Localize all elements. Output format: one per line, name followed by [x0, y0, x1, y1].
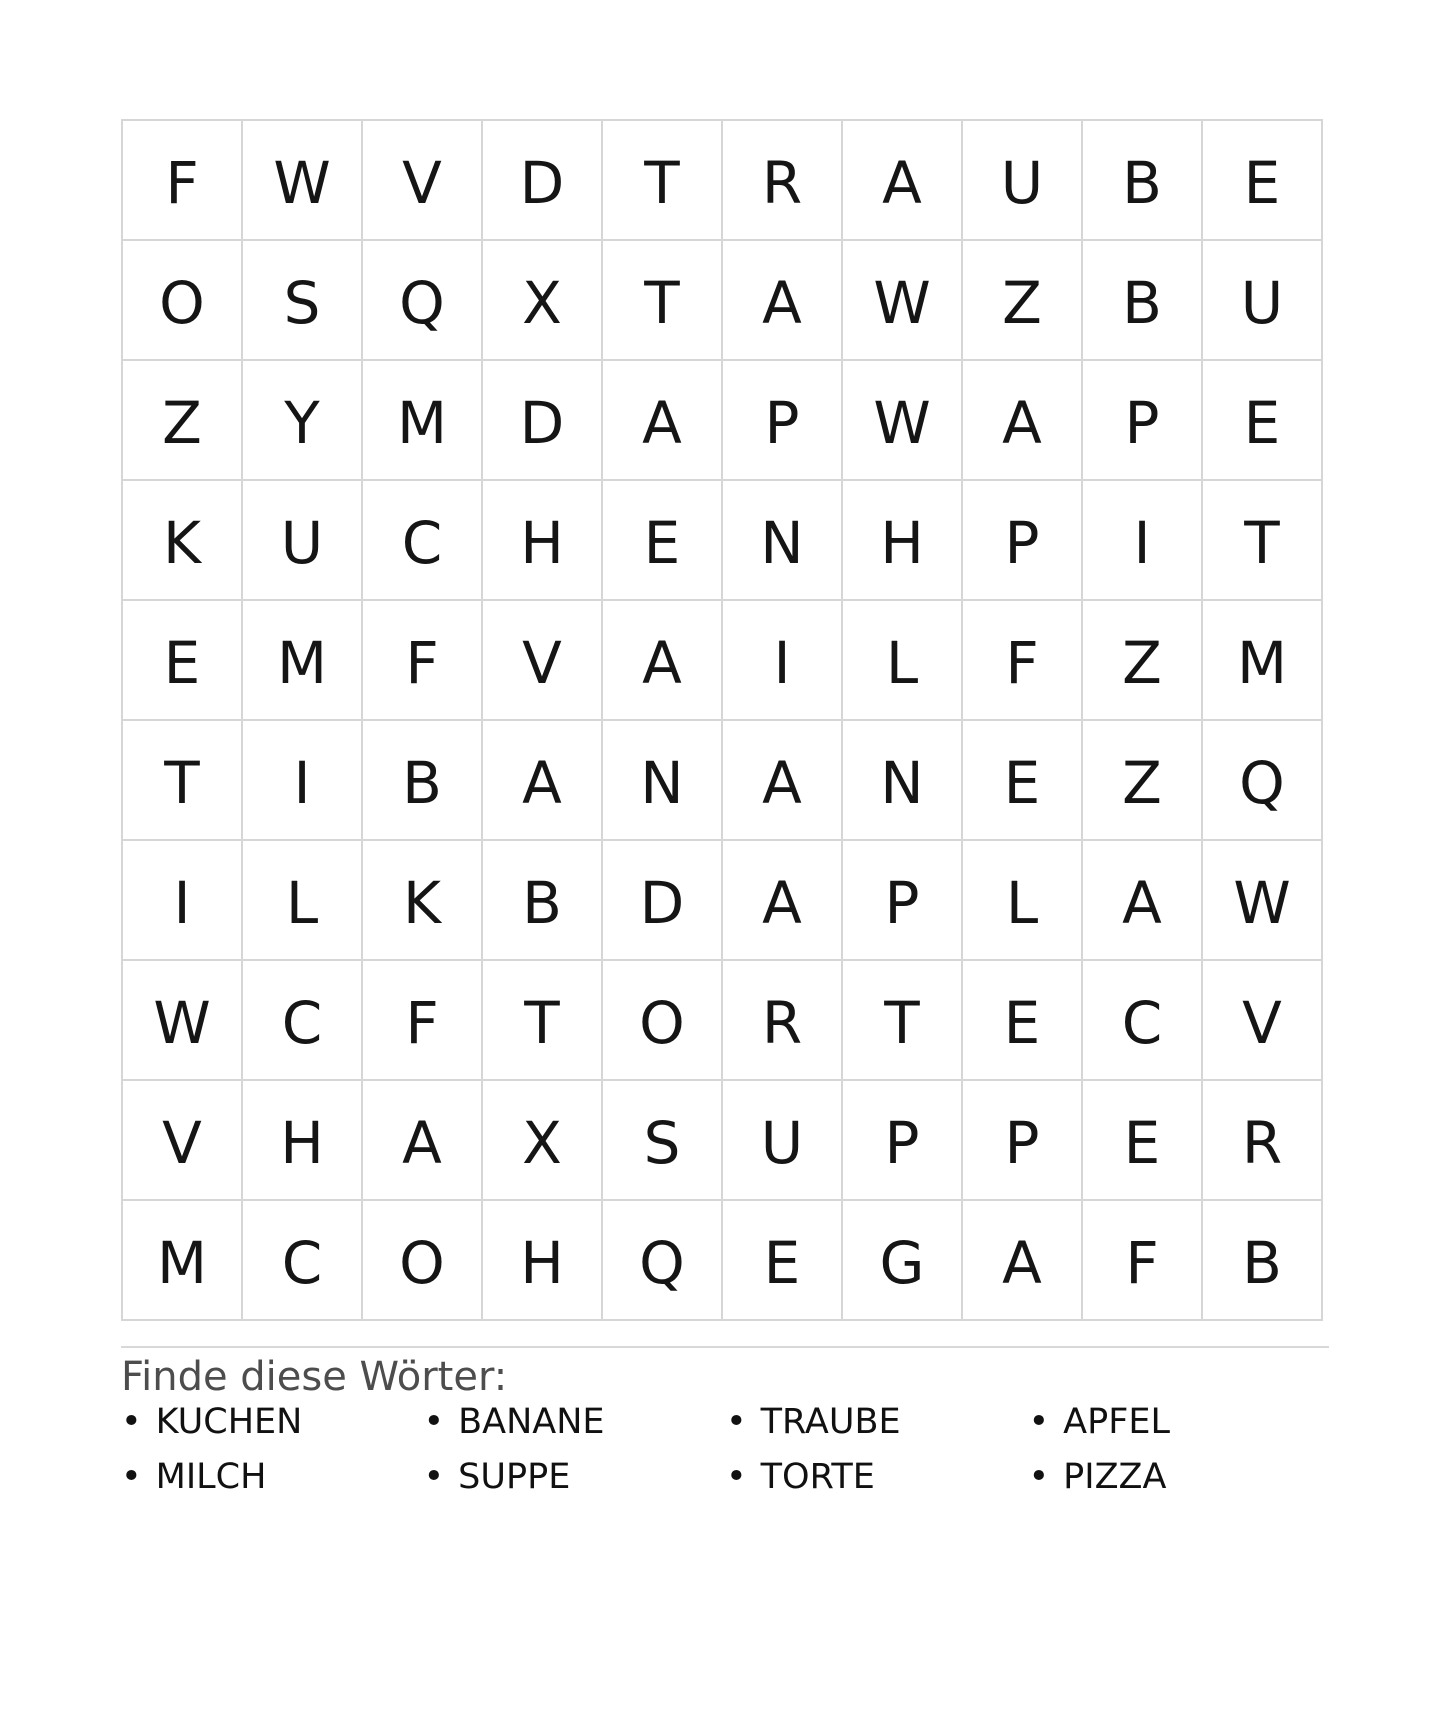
word-list-heading: Finde diese Wörter: [121, 1354, 508, 1400]
grid-cell-r7c9[interactable]: A [1083, 841, 1201, 959]
grid-cell-r5c3[interactable]: F [363, 601, 481, 719]
grid-cell-r7c5[interactable]: D [603, 841, 721, 959]
grid-cell-r5c1[interactable]: E [123, 601, 241, 719]
grid-cell-r8c4[interactable]: T [483, 961, 601, 1079]
grid-cell-r2c7[interactable]: W [843, 241, 961, 359]
grid-cell-r6c4[interactable]: A [483, 721, 601, 839]
grid-cell-r3c2[interactable]: Y [243, 361, 361, 479]
word-item [726, 1455, 1029, 1499]
grid-cell-r7c6[interactable]: A [723, 841, 841, 959]
grid-cell-r1c3[interactable]: V [363, 121, 481, 239]
grid-cell-r9c3[interactable]: A [363, 1081, 481, 1199]
grid-cell-r4c8[interactable]: P [963, 481, 1081, 599]
grid-cell-r9c7[interactable]: P [843, 1081, 961, 1199]
grid-cell-r1c2[interactable]: W [243, 121, 361, 239]
word-label: KUCHEN [155, 1402, 303, 1442]
grid-cell-r10c5[interactable]: Q [603, 1201, 721, 1319]
grid-cell-r3c6[interactable]: P [723, 361, 841, 479]
grid-cell-r9c2[interactable]: H [243, 1081, 361, 1199]
grid-cell-r9c10[interactable]: R [1203, 1081, 1321, 1199]
grid-cell-r5c10[interactable]: M [1203, 601, 1321, 719]
grid-cell-r2c2[interactable]: S [243, 241, 361, 359]
grid-cell-r5c7[interactable]: L [843, 601, 961, 719]
bullet-icon: • [726, 1402, 747, 1442]
divider-line [121, 1346, 1329, 1348]
grid-cell-r6c7[interactable]: N [843, 721, 961, 839]
grid-cell-r8c8[interactable]: E [963, 961, 1081, 1079]
grid-cell-r4c1[interactable]: K [123, 481, 241, 599]
word-list [121, 1400, 1331, 1499]
grid-cell-r2c5[interactable]: T [603, 241, 721, 359]
word-item [121, 1455, 424, 1499]
grid-cell-r6c2[interactable]: I [243, 721, 361, 839]
word-label: TORTE [760, 1457, 875, 1497]
word-item [726, 1400, 1029, 1444]
grid-cell-r2c9[interactable]: B [1083, 241, 1201, 359]
bullet-icon: • [423, 1457, 445, 1497]
bullet-icon: • [1028, 1457, 1050, 1497]
grid-cell-r6c9[interactable]: Z [1083, 721, 1201, 839]
bullet-icon: • [423, 1402, 445, 1442]
word-label: PIZZA [1063, 1457, 1167, 1497]
grid-cell-r4c2[interactable]: U [243, 481, 361, 599]
grid-cell-r1c9[interactable]: B [1083, 121, 1201, 239]
bullet-icon: • [726, 1457, 747, 1497]
word-label: SUPPE [458, 1457, 571, 1497]
grid-cell-r6c8[interactable]: E [963, 721, 1081, 839]
bullet-icon: • [1028, 1402, 1050, 1442]
grid-cell-r1c7[interactable]: A [843, 121, 961, 239]
grid-cell-r4c4[interactable]: H [483, 481, 601, 599]
grid-cell-r3c4[interactable]: D [483, 361, 601, 479]
grid-cell-r6c5[interactable]: N [603, 721, 721, 839]
grid-cell-r6c10[interactable]: Q [1203, 721, 1321, 839]
grid-cell-r1c10[interactable]: E [1203, 121, 1321, 239]
grid-cell-r9c1[interactable]: V [123, 1081, 241, 1199]
grid-cell-r3c10[interactable]: E [1203, 361, 1321, 479]
grid-cell-r2c6[interactable]: A [723, 241, 841, 359]
grid-cell-r1c4[interactable]: D [483, 121, 601, 239]
word-search-grid [121, 119, 1323, 1321]
grid-cell-r9c9[interactable]: E [1083, 1081, 1201, 1199]
word-label: TRAUBE [760, 1402, 901, 1442]
grid-cell-r8c9[interactable]: C [1083, 961, 1201, 1079]
grid-cell-r6c1[interactable]: T [123, 721, 241, 839]
grid-cell-r8c3[interactable]: F [363, 961, 481, 1079]
grid-cell-r3c8[interactable]: A [963, 361, 1081, 479]
grid-cell-r7c8[interactable]: L [963, 841, 1081, 959]
word-item [424, 1455, 727, 1499]
grid-cell-r5c2[interactable]: M [243, 601, 361, 719]
grid-cell-r1c1[interactable]: F [123, 121, 241, 239]
grid-cell-r10c8[interactable]: A [963, 1201, 1081, 1319]
grid-cell-r8c10[interactable]: V [1203, 961, 1321, 1079]
grid-cell-r8c2[interactable]: C [243, 961, 361, 1079]
grid-cell-r9c5[interactable]: S [603, 1081, 721, 1199]
word-label: APFEL [1063, 1402, 1170, 1442]
grid-cell-r1c6[interactable]: R [723, 121, 841, 239]
grid-cell-r2c4[interactable]: X [483, 241, 601, 359]
grid-cell-r4c10[interactable]: T [1203, 481, 1321, 599]
grid-cell-r4c7[interactable]: H [843, 481, 961, 599]
grid-cell-r9c4[interactable]: X [483, 1081, 601, 1199]
grid-cell-r3c3[interactable]: M [363, 361, 481, 479]
grid-cell-r7c1[interactable]: I [123, 841, 241, 959]
grid-cell-r2c3[interactable]: Q [363, 241, 481, 359]
grid-cell-r9c6[interactable]: U [723, 1081, 841, 1199]
word-item [424, 1400, 727, 1444]
grid-cell-r9c8[interactable]: P [963, 1081, 1081, 1199]
grid-cell-r6c3[interactable]: B [363, 721, 481, 839]
grid-cell-r3c1[interactable]: Z [123, 361, 241, 479]
grid-cell-r4c6[interactable]: N [723, 481, 841, 599]
bullet-icon: • [121, 1457, 142, 1497]
word-label: BANANE [458, 1402, 605, 1442]
grid-cell-r3c9[interactable]: P [1083, 361, 1201, 479]
grid-cell-r10c10[interactable]: B [1203, 1201, 1321, 1319]
grid-cell-r8c7[interactable]: T [843, 961, 961, 1079]
grid-cell-r1c5[interactable]: T [603, 121, 721, 239]
grid-cell-r4c3[interactable]: C [363, 481, 481, 599]
grid-cell-r5c8[interactable]: F [963, 601, 1081, 719]
grid-cell-r10c7[interactable]: G [843, 1201, 961, 1319]
grid-cell-r10c2[interactable]: C [243, 1201, 361, 1319]
grid-cell-r7c10[interactable]: W [1203, 841, 1321, 959]
grid-cell-r7c3[interactable]: K [363, 841, 481, 959]
grid-cell-r10c6[interactable]: E [723, 1201, 841, 1319]
grid-cell-r1c8[interactable]: U [963, 121, 1081, 239]
grid-cell-r2c10[interactable]: U [1203, 241, 1321, 359]
grid-cell-r5c4[interactable]: V [483, 601, 601, 719]
word-label: MILCH [155, 1457, 267, 1497]
grid-cell-r3c5[interactable]: A [603, 361, 721, 479]
grid-cell-r10c3[interactable]: O [363, 1201, 481, 1319]
grid-cell-r5c5[interactable]: A [603, 601, 721, 719]
grid-cell-r7c7[interactable]: P [843, 841, 961, 959]
grid-cell-r2c8[interactable]: Z [963, 241, 1081, 359]
grid-cell-r2c1[interactable]: O [123, 241, 241, 359]
word-item [1029, 1455, 1332, 1499]
grid-cell-r7c4[interactable]: B [483, 841, 601, 959]
grid-cell-r6c6[interactable]: A [723, 721, 841, 839]
word-item [121, 1400, 424, 1444]
grid-cell-r8c1[interactable]: W [123, 961, 241, 1079]
grid-cell-r4c5[interactable]: E [603, 481, 721, 599]
word-item [1029, 1400, 1332, 1444]
bullet-icon: • [121, 1402, 142, 1442]
grid-cell-r3c7[interactable]: W [843, 361, 961, 479]
grid-cell-r5c9[interactable]: Z [1083, 601, 1201, 719]
grid-cell-r4c9[interactable]: I [1083, 481, 1201, 599]
grid-cell-r10c1[interactable]: M [123, 1201, 241, 1319]
grid-cell-r8c5[interactable]: O [603, 961, 721, 1079]
grid-cell-r10c4[interactable]: H [483, 1201, 601, 1319]
grid-cell-r8c6[interactable]: R [723, 961, 841, 1079]
grid-cell-r7c2[interactable]: L [243, 841, 361, 959]
grid-cell-r10c9[interactable]: F [1083, 1201, 1201, 1319]
grid-cell-r5c6[interactable]: I [723, 601, 841, 719]
